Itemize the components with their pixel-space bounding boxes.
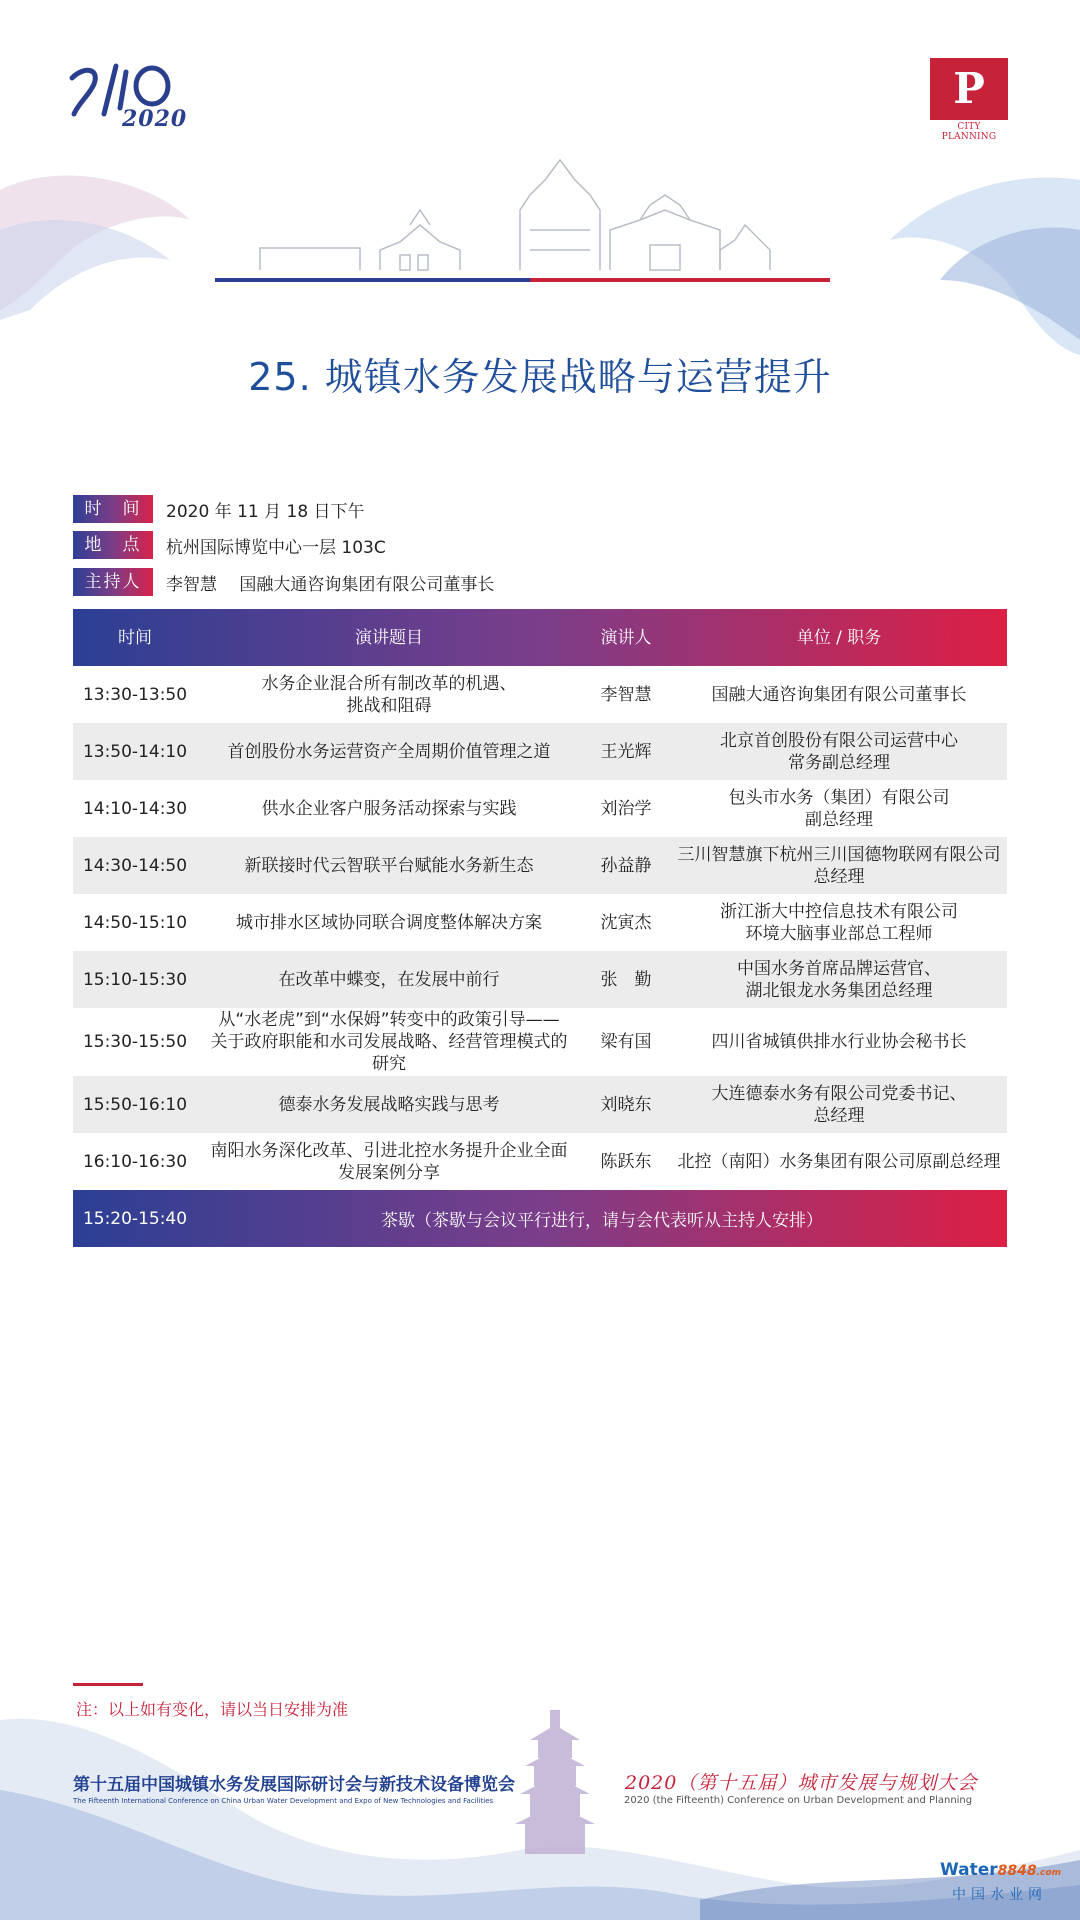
cell-org xyxy=(671,1076,1007,1133)
cell-topic-line: 首创股份水务运营资产全周期价值管理之道 xyxy=(227,741,551,762)
skyline-illustration xyxy=(0,150,1080,350)
cell-org xyxy=(671,951,1007,1008)
info-time-row xyxy=(73,495,365,523)
break-time: 15:20-15:40 xyxy=(82,1208,188,1229)
cell-org-line: 北控（南阳）水务集团有限公司原副总经理 xyxy=(677,1151,1001,1172)
cell-org-line: 浙江浙大中控信息技术有限公司 xyxy=(720,901,958,922)
conference-logo xyxy=(64,58,194,138)
cell-speaker xyxy=(581,780,671,837)
cell-topic-line: 供水企业客户服务活动探索与实践 xyxy=(261,798,517,819)
logo-year: 2020 xyxy=(122,106,188,132)
cell-org-line: 常务副总经理 xyxy=(788,752,890,773)
cell-org-line: 副总经理 xyxy=(805,809,873,830)
break-text: 茶歇（茶歇与会议平行进行，请与会代表听从主持人安排） xyxy=(381,1211,823,1231)
cell-org-line: 总经理 xyxy=(813,866,865,887)
footer-conference-cn: 第十五届中国城镇水务发展国际研讨会与新技术设备博览会 xyxy=(73,1775,515,1795)
pagoda-illustration xyxy=(510,1700,600,1870)
cell-speaker xyxy=(581,1076,671,1133)
info-value: 2020 年 11 月 18 日下午 xyxy=(166,501,365,522)
cell-org-line: 湖北银龙水务集团总经理 xyxy=(745,980,933,1001)
info-label: 主持人 xyxy=(73,568,153,596)
cell-speaker xyxy=(581,1008,671,1076)
table-row xyxy=(73,1076,1007,1133)
city-planning-logo xyxy=(930,58,1010,140)
cell-topic-line: 研究 xyxy=(372,1054,406,1074)
cell-time xyxy=(73,666,197,723)
cell-org xyxy=(671,1133,1007,1190)
table-row xyxy=(73,1133,1007,1190)
cell-speaker-line: 刘治学 xyxy=(600,798,652,819)
cell-speaker-line: 王光辉 xyxy=(600,741,652,762)
cell-time-line: 14:30-14:50 xyxy=(82,855,188,876)
cell-time xyxy=(73,837,197,894)
info-label: 地 点 xyxy=(73,531,153,559)
cell-org-line: 中国水务首席品牌运营官、 xyxy=(737,958,941,979)
schedule-table xyxy=(73,609,1007,1247)
cell-speaker xyxy=(581,894,671,951)
info-value: 李智慧 国融大通咨询集团有限公司董事长 xyxy=(166,574,495,595)
header-time: 时间 xyxy=(118,627,152,648)
cell-org-line: 四川省城镇供排水行业协会秘书长 xyxy=(711,1032,967,1052)
header-speaker: 演讲人 xyxy=(600,627,652,648)
cell-time xyxy=(73,780,197,837)
cell-speaker-line: 沈寅杰 xyxy=(600,912,652,933)
cell-time-line: 15:50-16:10 xyxy=(82,1094,188,1115)
schedule-note: 注：以上如有变化，请以当日安排为准 xyxy=(76,1700,349,1719)
cell-time xyxy=(73,951,197,1008)
cell-org-line: 大连德泰水务有限公司党委书记、 xyxy=(711,1083,967,1104)
cell-org xyxy=(671,723,1007,780)
session-title: 25. 城镇水务发展战略与运营提升 xyxy=(248,355,832,399)
cell-topic-line: 新联接时代云智联平台赋能水务新生态 xyxy=(244,855,534,876)
cell-time xyxy=(73,1133,197,1190)
cell-topic-line: 德泰水务发展战略实践与思考 xyxy=(278,1094,500,1115)
header-topic: 演讲题目 xyxy=(355,627,423,648)
water8848-watermark xyxy=(940,1860,1070,1920)
cell-speaker-line: 张 勤 xyxy=(600,969,652,990)
table-row xyxy=(73,723,1007,780)
cell-topic-line: 水务企业混合所有制改革的机遇、 xyxy=(261,673,517,694)
cell-topic xyxy=(197,837,581,894)
logo-caption: CITY PLANNING xyxy=(941,122,997,142)
note-divider xyxy=(73,1683,143,1686)
cell-time xyxy=(73,723,197,780)
cell-speaker xyxy=(581,666,671,723)
cell-time xyxy=(73,1076,197,1133)
cell-topic xyxy=(197,723,581,780)
header-org: 单位 / 职务 xyxy=(796,627,882,648)
cell-time-line: 14:10-14:30 xyxy=(82,798,188,819)
cell-time xyxy=(73,1008,197,1076)
cell-org-line: 三川智慧旗下杭州三川国德物联网有限公司 xyxy=(677,844,1001,865)
cell-topic-line: 南阳水务深化改革、引进北控水务提升企业全面 xyxy=(210,1140,568,1161)
cell-speaker xyxy=(581,1133,671,1190)
cell-time-line: 14:50-15:10 xyxy=(82,912,188,933)
cell-org-line: 北京首创股份有限公司运营中心 xyxy=(720,730,958,751)
logo-mark: P xyxy=(930,58,1008,120)
cell-topic xyxy=(197,1076,581,1133)
cell-topic-line: 从“水老虎”到“水保姆”转变中的政策引导—— xyxy=(218,1010,560,1030)
cell-topic-line: 在改革中蝶变，在发展中前行 xyxy=(278,969,500,990)
cell-time xyxy=(73,894,197,951)
cell-topic xyxy=(197,1008,581,1076)
cell-topic-line: 挑战和阻碍 xyxy=(346,695,432,716)
cell-org xyxy=(671,666,1007,723)
cell-org xyxy=(671,837,1007,894)
tea-break-row xyxy=(73,1190,1007,1247)
footer-conference-en: The Fifteenth International Conference on China Urban Water Development and Expo of New Technologies and Facilities xyxy=(73,1797,494,1805)
cell-topic-line: 发展案例分享 xyxy=(338,1162,440,1183)
info-location-row xyxy=(73,531,386,559)
watermark-cn: 中国水业网 xyxy=(952,1887,1047,1903)
table-row xyxy=(73,951,1007,1008)
info-host-row xyxy=(73,568,494,596)
cell-speaker-line: 陈跃东 xyxy=(600,1151,652,1172)
footer-planning-en: 2020 (the Fifteenth) Conference on Urban Development and Planning xyxy=(624,1795,973,1806)
table-row xyxy=(73,1008,1007,1076)
cell-speaker-line: 李智慧 xyxy=(600,684,652,705)
cell-org xyxy=(671,894,1007,951)
cell-speaker-line: 刘晓东 xyxy=(600,1094,652,1115)
cell-time-line: 16:10-16:30 xyxy=(82,1151,188,1172)
info-label: 时 间 xyxy=(73,495,153,523)
cell-topic xyxy=(197,780,581,837)
table-row xyxy=(73,894,1007,951)
cell-topic-line: 城市排水区域协同联合调度整体解决方案 xyxy=(236,912,542,933)
cell-speaker xyxy=(581,723,671,780)
cell-speaker-line: 孙益静 xyxy=(600,855,652,876)
cell-topic-line: 关于政府职能和水司发展战略、经营管理模式的 xyxy=(210,1032,568,1052)
table-body xyxy=(73,666,1007,1190)
cell-org-line: 包头市水务（集团）有限公司 xyxy=(728,787,950,808)
cell-speaker-line: 梁有国 xyxy=(600,1032,652,1052)
cell-speaker xyxy=(581,837,671,894)
cell-org xyxy=(671,1008,1007,1076)
cell-org-line: 国融大通咨询集团有限公司董事长 xyxy=(711,684,967,705)
table-row xyxy=(73,837,1007,894)
cell-time-line: 13:30-13:50 xyxy=(82,684,188,705)
cell-time-line: 15:10-15:30 xyxy=(82,969,188,990)
cell-org xyxy=(671,780,1007,837)
footer-planning-cn: 2020（第十五届）城市发展与规划大会 xyxy=(625,1772,978,1794)
table-row xyxy=(73,666,1007,723)
cell-topic xyxy=(197,666,581,723)
cell-org-line: 环境大脑事业部总工程师 xyxy=(745,923,933,944)
cell-time-line: 15:30-15:50 xyxy=(82,1032,188,1052)
cell-time-line: 13:50-14:10 xyxy=(82,741,188,762)
cell-topic xyxy=(197,894,581,951)
watermark-text: Water8848.com xyxy=(940,1860,1061,1880)
table-row xyxy=(73,780,1007,837)
table-header xyxy=(73,609,1007,666)
cell-topic xyxy=(197,1133,581,1190)
info-value: 杭州国际博览中心一层 103C xyxy=(166,537,386,558)
cell-topic xyxy=(197,951,581,1008)
cell-org-line: 总经理 xyxy=(813,1105,865,1126)
cell-speaker xyxy=(581,951,671,1008)
